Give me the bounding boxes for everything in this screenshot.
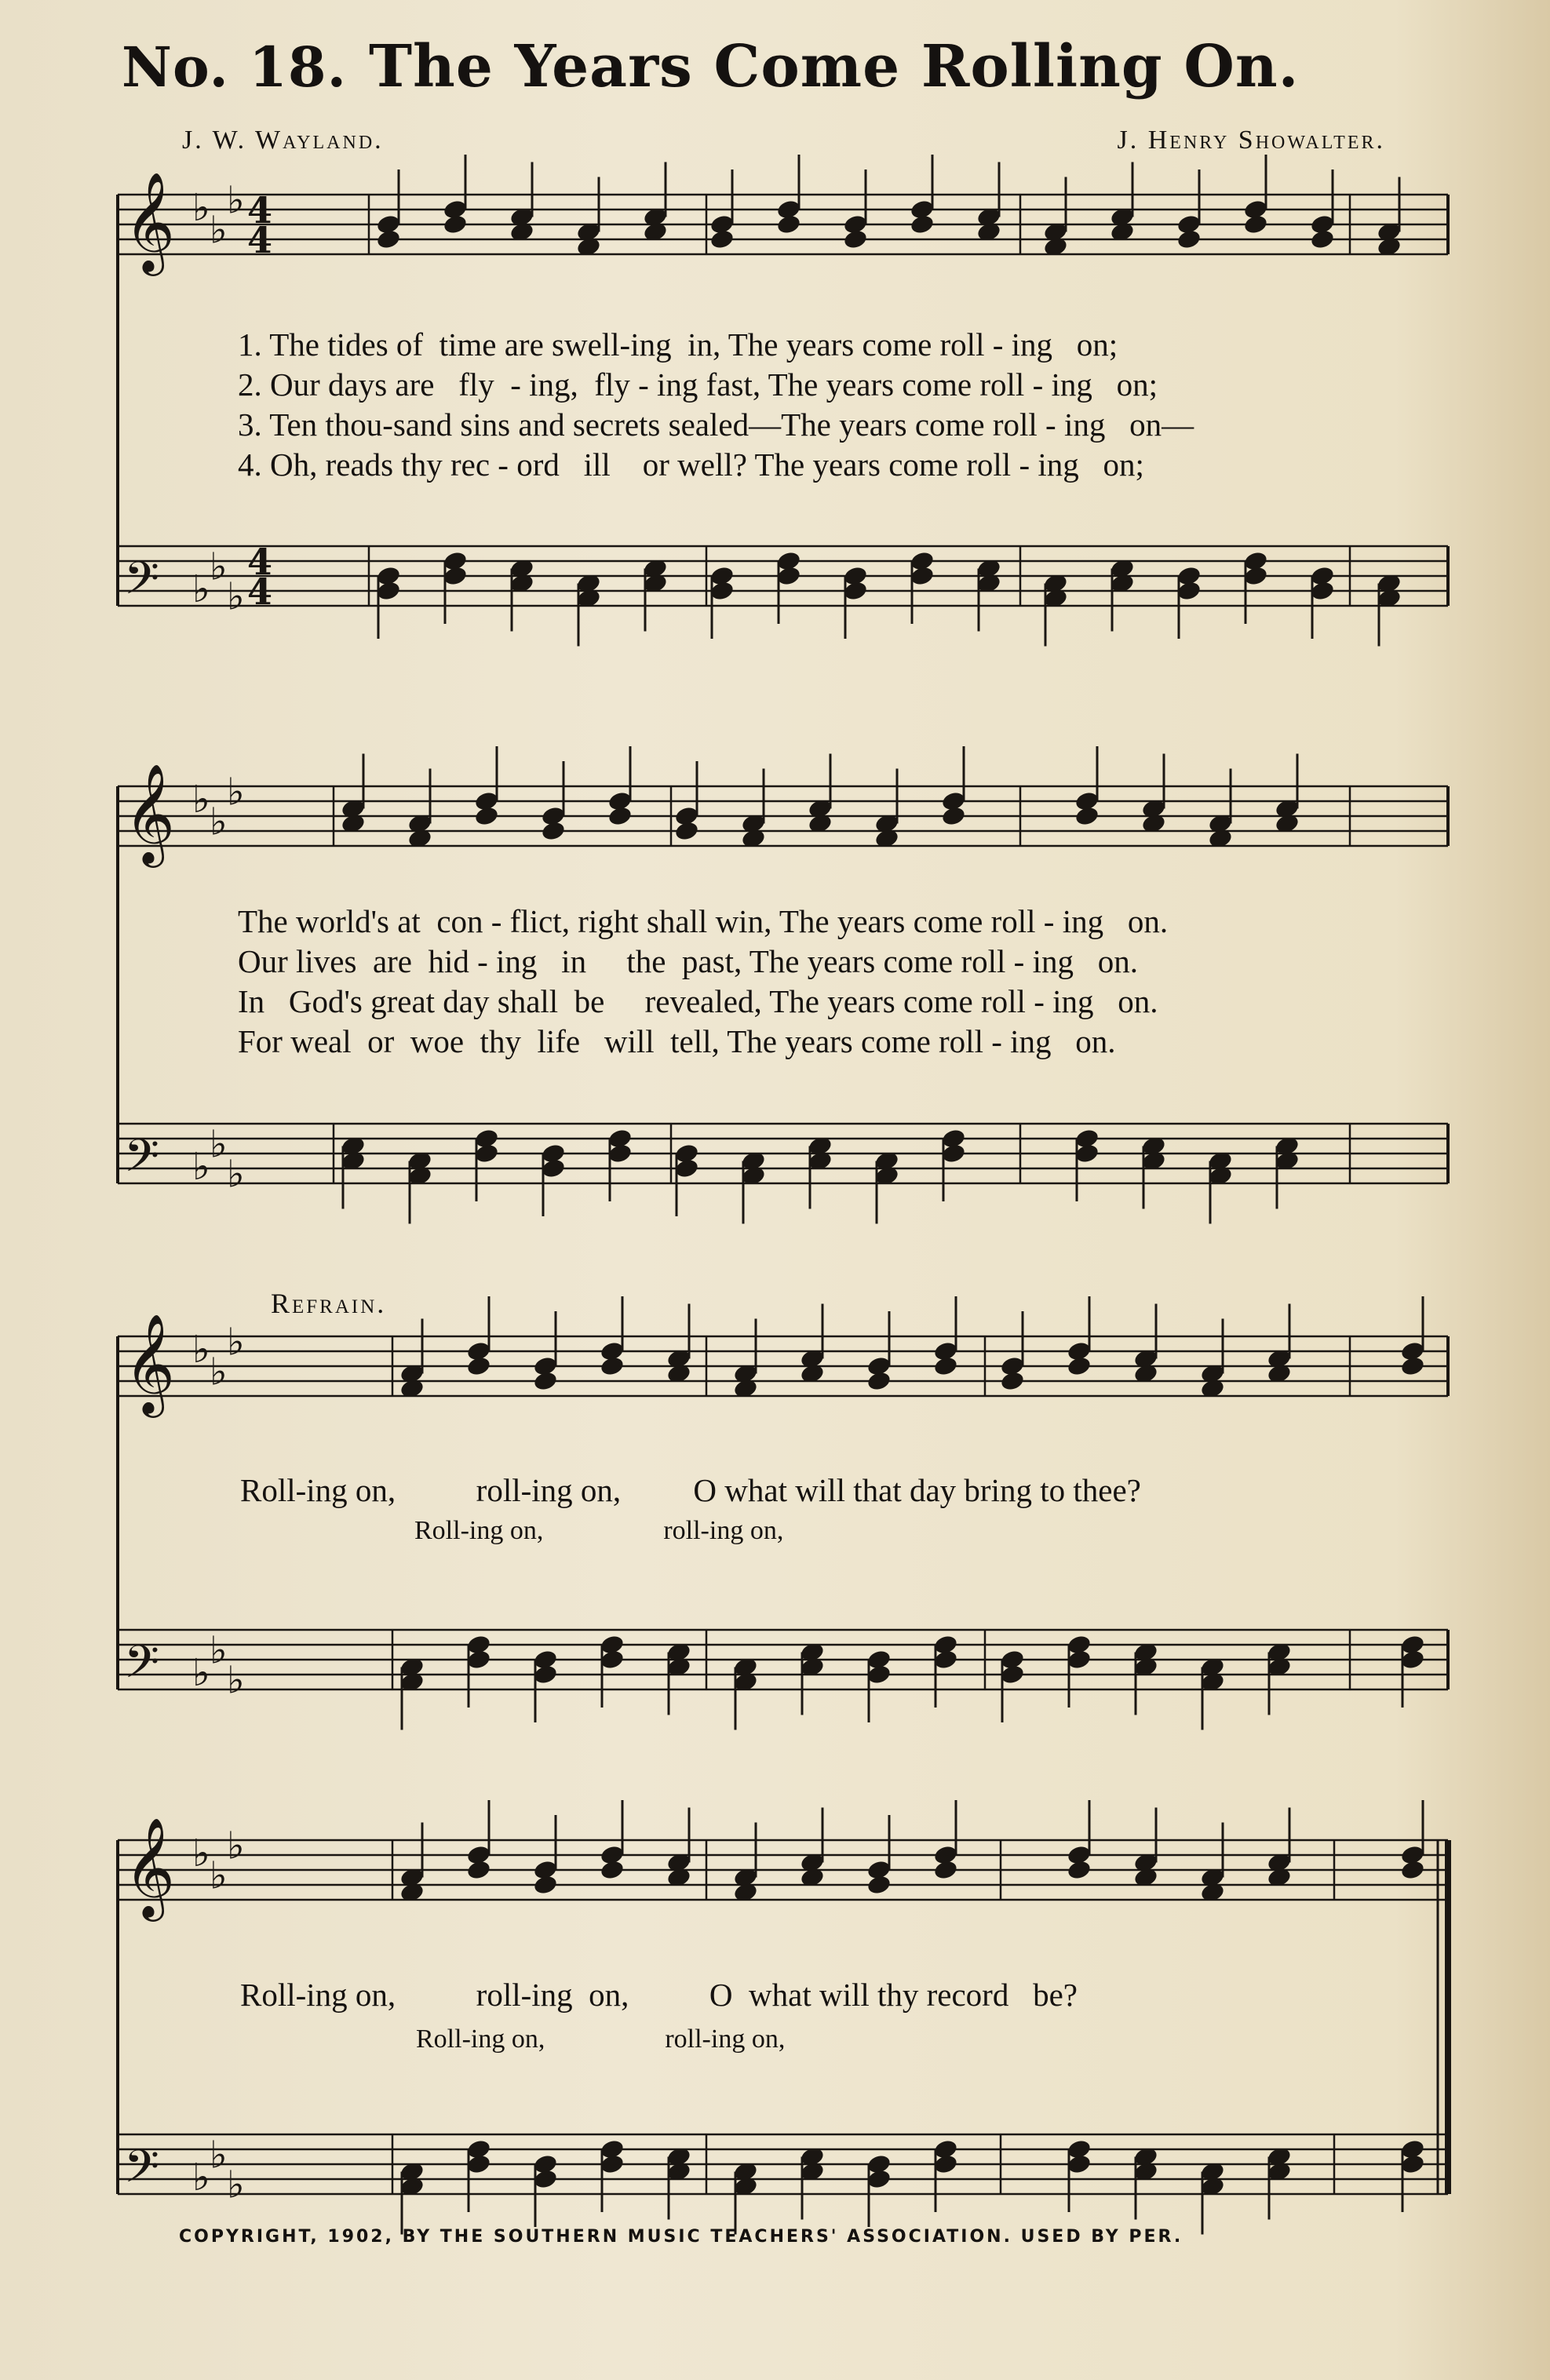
svg-text:𝄢: 𝄢: [124, 1635, 160, 1700]
svg-text:♭: ♭: [192, 1145, 210, 1189]
verse-4-line-b: For weal or woe thy life will tell, The years come roll - ing on.: [238, 1023, 1116, 1059]
svg-text:♭: ♭: [192, 186, 210, 230]
verse-1-line-a: 1. The tides of time are swell-ing in, The years come roll - ing on;: [238, 326, 1118, 363]
svg-text:♭: ♭: [210, 1350, 228, 1394]
svg-text:♭: ♭: [227, 770, 245, 815]
svg-text:♭: ♭: [227, 2163, 245, 2207]
svg-text:♭: ♭: [192, 1831, 210, 1875]
verse-2-line-b: Our lives are hid - ing in the past, The years come roll - ing on.: [238, 943, 1138, 979]
svg-text:4: 4: [247, 570, 273, 613]
svg-text:♭: ♭: [210, 545, 228, 589]
svg-text:♭: ♭: [192, 1328, 210, 1372]
svg-text:♭: ♭: [192, 2156, 210, 2200]
svg-text:♭: ♭: [227, 1824, 245, 1868]
svg-text:♭: ♭: [227, 1152, 245, 1197]
verse-3-line-a: 3. Ten thou-sand sins and secrets sealed—The years come roll - ing on—: [238, 406, 1194, 443]
svg-text:4: 4: [247, 219, 273, 261]
copyright-notice: COPYRIGHT, 1902, BY THE SOUTHERN MUSIC TEACHERS' ASSOCIATION. USED BY PER.: [179, 2227, 1183, 2247]
svg-text:𝄞: 𝄞: [124, 763, 176, 863]
svg-text:♭: ♭: [210, 1853, 228, 1898]
svg-text:♭: ♭: [210, 208, 228, 253]
svg-text:𝄢: 𝄢: [124, 1129, 160, 1194]
verse-4-line-a: 4. Oh, reads thy rec - ord ill or well? The years come roll - ing on;: [238, 446, 1144, 483]
svg-text:♭: ♭: [227, 178, 245, 223]
svg-text:♭: ♭: [210, 1122, 228, 1167]
lyricist-credit: J. W. Wayland.: [182, 126, 384, 155]
refrain-line-1: Roll-ing on, roll-ing on, O what will that day bring to thee?: [240, 1472, 1141, 1508]
hymn-number: No. 18.: [122, 35, 347, 100]
svg-text:𝄞: 𝄞: [124, 171, 176, 272]
svg-text:𝄢: 𝄢: [124, 552, 160, 616]
svg-text:𝄞: 𝄞: [124, 1817, 176, 1917]
svg-text:4: 4: [247, 189, 273, 231]
refrain-line-2-bass: Roll-ing on, roll-ing on,: [416, 2025, 786, 2054]
refrain-label: Refrain.: [271, 1288, 387, 1319]
refrain-line-2: Roll-ing on, roll-ing on, O what will thy record be?: [240, 1977, 1078, 2013]
svg-text:4: 4: [247, 541, 273, 583]
svg-text:♭: ♭: [227, 1658, 245, 1703]
svg-text:♭: ♭: [227, 574, 245, 619]
svg-text:♭: ♭: [192, 778, 210, 822]
composer-credit: J. Henry Showalter.: [1117, 126, 1385, 155]
svg-text:♭: ♭: [192, 567, 210, 611]
hymn-title: The Years Come Rolling On.: [368, 33, 1300, 100]
verse-2-line-a: 2. Our days are fly - ing, fly - ing fast, The years come roll - ing on;: [238, 366, 1158, 403]
svg-text:♭: ♭: [210, 1628, 228, 1673]
refrain-line-1-bass: Roll-ing on, roll-ing on,: [414, 1516, 784, 1545]
verse-3-line-b: In God's great day shall be revealed, The years come roll - ing on.: [238, 983, 1158, 1019]
verse-1-line-b: The world's at con - flict, right shall win, The years come roll - ing on.: [238, 903, 1169, 939]
svg-text:♭: ♭: [192, 1651, 210, 1695]
svg-text:♭: ♭: [210, 2133, 228, 2178]
svg-text:♭: ♭: [227, 1320, 245, 1365]
svg-text:♭: ♭: [210, 800, 228, 844]
svg-text:𝄞: 𝄞: [124, 1313, 176, 1413]
svg-text:𝄢: 𝄢: [124, 2140, 160, 2204]
